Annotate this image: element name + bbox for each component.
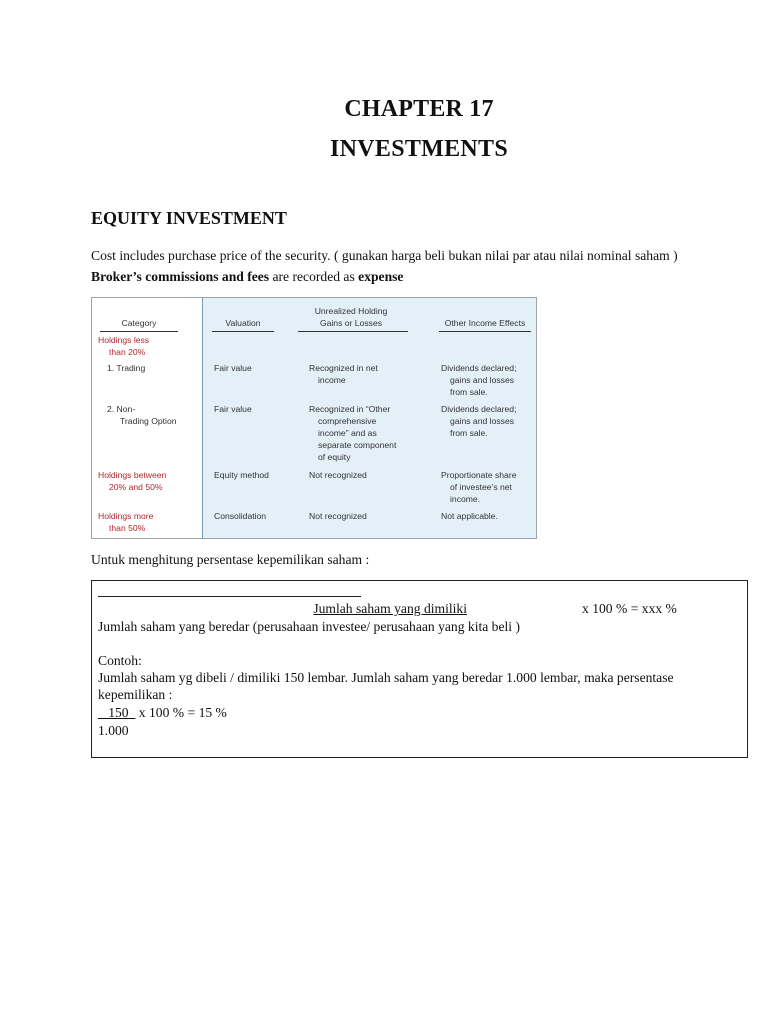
header-valuation: Valuation	[225, 318, 261, 328]
expense-bold: expense	[358, 269, 404, 284]
header-other-underline	[439, 331, 531, 332]
header-unrealized-underline	[298, 331, 408, 332]
header-unrealized-line1: Unrealized Holding	[314, 306, 388, 316]
category-holdings-between-line1: Holdings between	[98, 470, 167, 480]
broker-fees-paragraph	[91, 269, 403, 285]
example-calc-rest: x 100 % = 15 %	[138, 705, 227, 720]
example-calc-denominator: 1.000	[98, 723, 129, 738]
example-calc-numerator-text: 150	[108, 705, 129, 720]
other-trading-line3: from sale.	[450, 387, 488, 397]
example-line2: kepemilikan :	[98, 687, 173, 702]
valuation-consolidation: Consolidation	[214, 511, 267, 521]
header-unrealized-line2: Gains or Losses	[319, 318, 383, 328]
formula-denominator: Jumlah saham yang beredar (perusahaan investee/ perusahaan yang kita beli )	[98, 619, 520, 634]
other-equity-method-line1: Proportionate share	[441, 470, 517, 480]
unrealized-non-trading-line2: comprehensive	[318, 416, 377, 426]
category-holdings-between-line2: 20% and 50%	[109, 482, 163, 492]
unrealized-non-trading-line5: of equity	[318, 452, 351, 462]
other-trading-line2: gains and losses	[450, 375, 515, 385]
header-valuation-underline	[212, 331, 274, 332]
other-trading-line1: Dividends declared;	[441, 363, 517, 373]
formula-numerator-line	[98, 601, 677, 617]
valuation-equity-method: Equity method	[214, 470, 269, 480]
investment-classification-table	[91, 297, 537, 539]
header-category-underline	[100, 331, 178, 332]
valuation-non-trading: Fair value	[214, 404, 252, 414]
formula-numerator	[98, 601, 467, 617]
other-equity-method-line2: of investee’s net	[450, 482, 512, 492]
formula-multiplier: x 100 % = xxx %	[582, 601, 677, 616]
formula-top-rule	[98, 596, 361, 597]
other-non-trading-line2: gains and losses	[450, 416, 515, 426]
unrealized-equity-method: Not recognized	[309, 470, 367, 480]
unrealized-non-trading-line3: income” and as	[318, 428, 377, 438]
category-holdings-more-line2: than 50%	[109, 523, 146, 533]
example-calc-numerator	[98, 705, 135, 720]
category-non-trading-line2: Trading Option	[120, 416, 177, 426]
other-non-trading-line3: from sale.	[450, 428, 488, 438]
unrealized-trading-line2: income	[318, 375, 346, 385]
other-equity-method-line3: income.	[450, 494, 481, 504]
section-heading: EQUITY INVESTMENT	[91, 208, 287, 228]
header-category: Category	[121, 318, 157, 328]
formula-numerator-text: Jumlah saham yang dimiliki	[313, 601, 467, 616]
chapter-subtitle: INVESTMENTS	[329, 136, 508, 162]
category-trading: 1. Trading	[107, 363, 146, 373]
category-holdings-more-line1: Holdings more	[98, 511, 154, 521]
category-non-trading-line1: 2. Non-	[107, 404, 136, 414]
category-holdings-less-20-line1: Holdings less	[98, 335, 150, 345]
example-line1: Jumlah saham yg dibeli / dimiliki 150 lembar. Jumlah saham yang beredar 1.000 lembar, maka persentase	[98, 670, 674, 685]
example-label: Contoh:	[98, 653, 142, 668]
chapter-title: CHAPTER 17	[344, 96, 494, 122]
ownership-percentage-intro: Untuk menghitung persentase kepemilikan saham :	[91, 552, 370, 567]
other-consolidation: Not applicable.	[441, 511, 498, 521]
broker-fees-text: are recorded as	[269, 269, 359, 284]
cost-paragraph: Cost includes purchase price of the security. ( gunakan harga beli bukan nilai par atau nilai nominal saham )	[91, 248, 678, 263]
category-holdings-less-20-line2: than 20%	[109, 347, 146, 357]
example-calc-line	[98, 705, 227, 721]
formula-box	[91, 580, 748, 758]
unrealized-non-trading-line1: Recognized in “Other	[309, 404, 391, 414]
header-other-income: Other Income Effects	[444, 318, 526, 328]
unrealized-consolidation: Not recognized	[309, 511, 367, 521]
valuation-trading: Fair value	[214, 363, 252, 373]
other-non-trading-line1: Dividends declared;	[441, 404, 517, 414]
broker-fees-bold: Broker’s commissions and fees	[91, 269, 270, 284]
unrealized-non-trading-line4: separate component	[318, 440, 397, 450]
unrealized-trading-line1: Recognized in net	[309, 363, 378, 373]
